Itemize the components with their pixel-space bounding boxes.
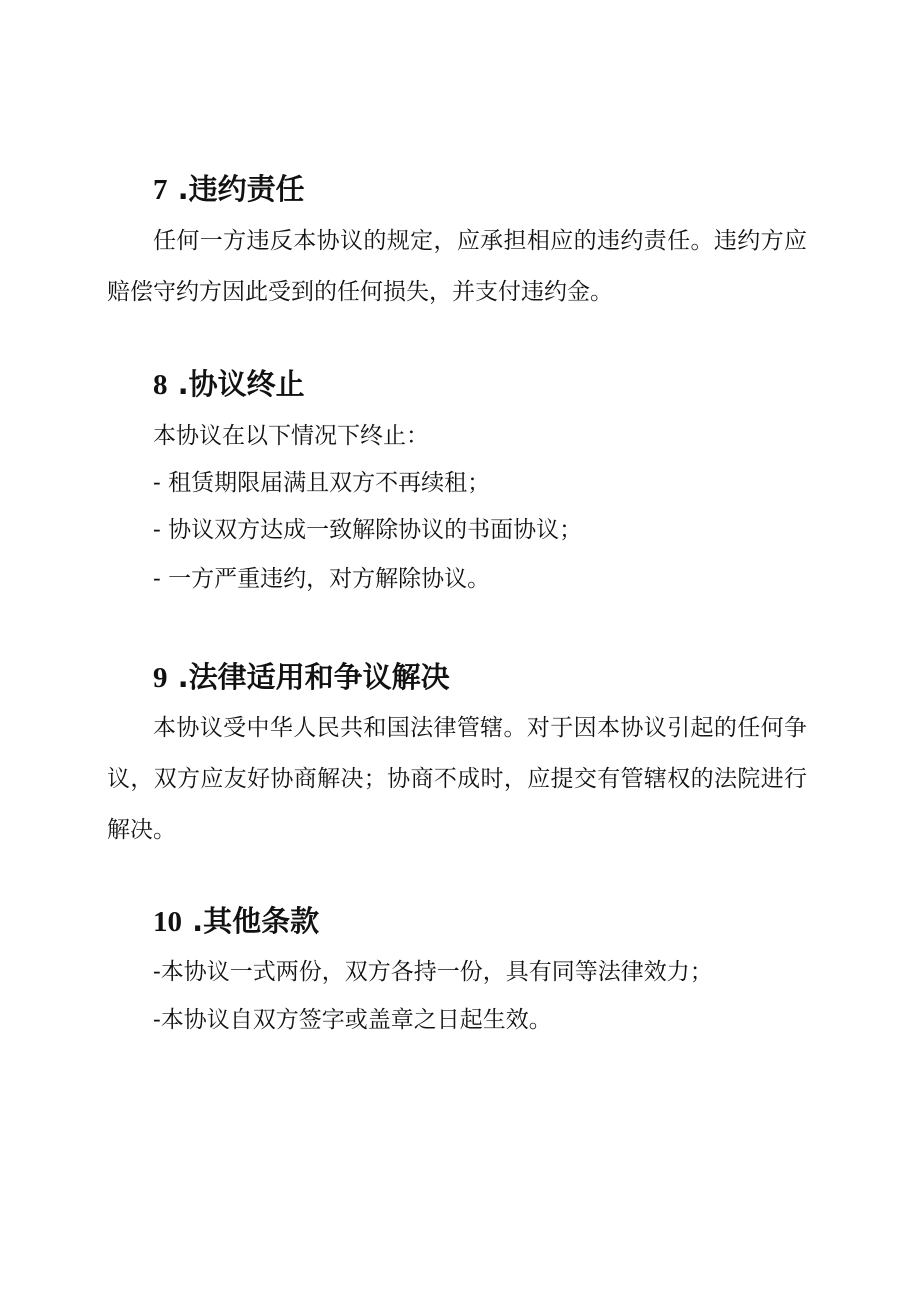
section-8-intro: 本协议在以下情况下终止： [153, 423, 429, 449]
section-7-body: 任何一方违反本协议的规定，应承担相应的违约责任。违约方应赔偿守约方因此受到的任何损失，并支付违约金。 [107, 228, 807, 305]
section-8-item-3: - 一方严重违约，对方解除协议。 [153, 566, 491, 592]
section-10-heading [153, 903, 319, 940]
section-10-item-1: -本协议一式两份，双方各持一份，具有同等法律效力； [153, 959, 713, 985]
section-9-title: .法律适用和争议解决 [177, 660, 450, 694]
section-9-body: 本协议受中华人民共和国法律管辖。对于因本协议引起的任何争议，双方应友好协商解决；协商不成时，应提交有管辖权的法院进行解决。 [107, 715, 807, 843]
section-8-item-2: - 协议双方达成一致解除协议的书面协议； [153, 517, 583, 543]
section-8-item-1: - 租赁期限届满且双方不再续租； [153, 470, 491, 496]
section-10-title: .其他条款 [192, 904, 320, 938]
section-8-number: 8 [153, 369, 168, 401]
section-9-heading [153, 659, 450, 696]
section-8-heading [153, 366, 305, 403]
section-9-number: 9 [153, 662, 168, 694]
section-7-title: .违约责任 [177, 172, 305, 206]
section-10-number: 10 [153, 906, 182, 938]
section-7-heading [153, 171, 305, 208]
section-7-number: 7 [153, 174, 168, 206]
section-10-item-2: -本协议自双方签字或盖章之日起生效。 [153, 1007, 552, 1033]
section-8-title: .协议终止 [177, 367, 305, 401]
